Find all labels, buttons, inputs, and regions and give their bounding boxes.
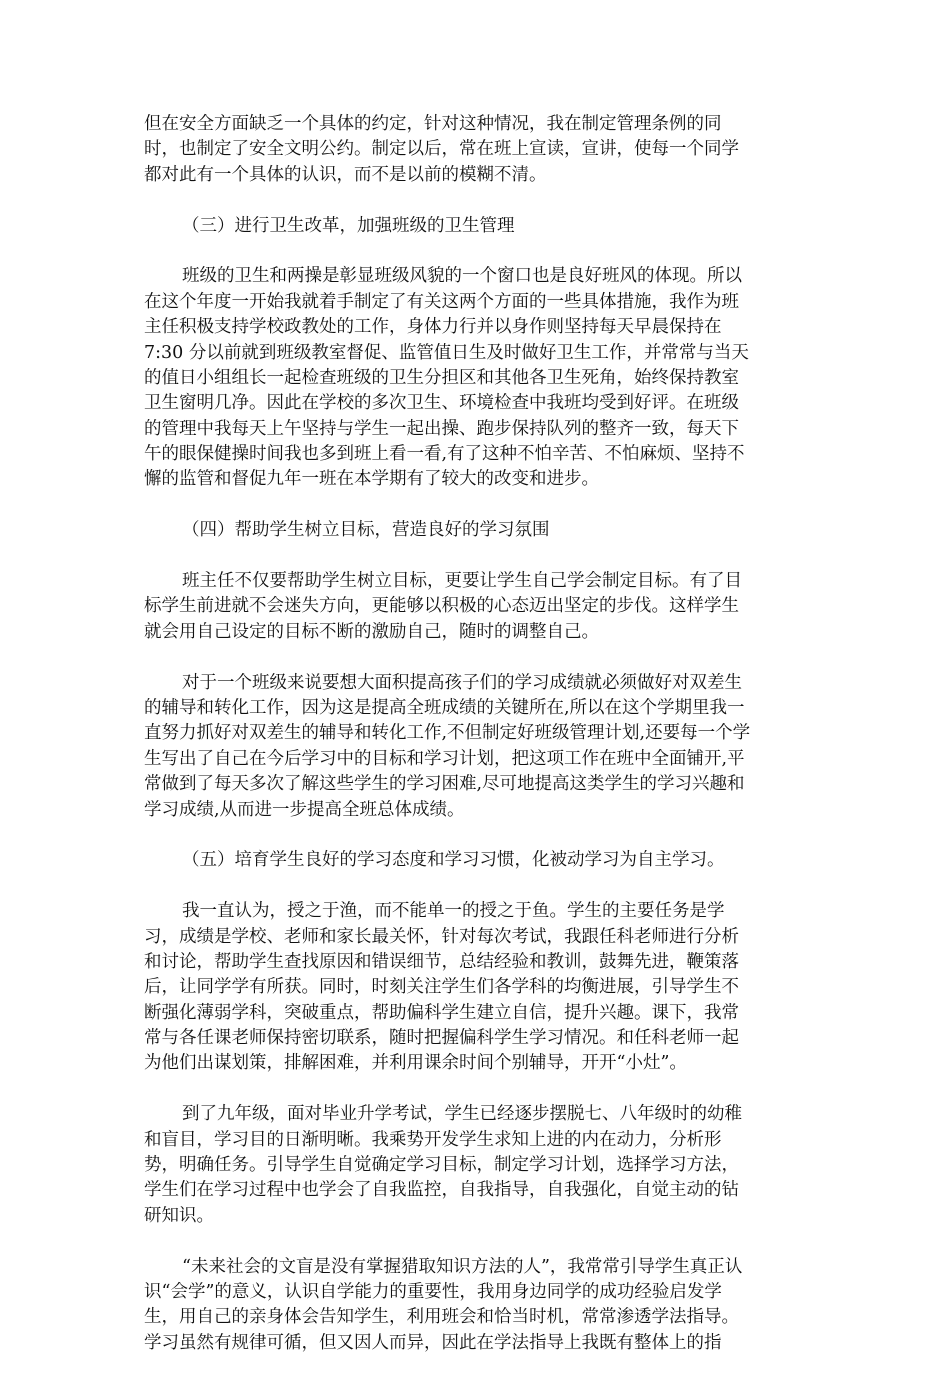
paragraph-2 <box>144 264 806 493</box>
paragraph-7 <box>144 1255 806 1357</box>
text-line: 对于一个班级来说要想大面积提高孩子们的学习成绩就必须做好对双差生 <box>182 672 742 693</box>
text-line: 卫生窗明几净。因此在学校的多次卫生、环境检查中我班均受到好评。在班级 <box>144 393 739 414</box>
paragraph-5 <box>144 899 806 1077</box>
text-line: 的辅导和转化工作，因为这是提高全班成绩的关键所在,所以在这个学期里我一 <box>144 697 745 718</box>
text-line: 就会用自己设定的目标不断的激励自己，随时的调整自己。 <box>144 621 599 642</box>
text-line: 学习虽然有规律可循，但又因人而异，因此在学法指导上我既有整体上的指 <box>144 1332 722 1353</box>
heading-text: （五）培育学生良好的学习态度和学习习惯，化被动学习为自主学习。 <box>182 850 725 871</box>
heading-text: （四）帮助学生树立目标，营造良好的学习氛围 <box>182 520 550 541</box>
text-line: 7:30 分以前就到班级教室督促、监管值日生及时做好卫生工作，并常常与当天 <box>144 342 749 363</box>
text-line: 常与各任课老师保持密切联系，随时把握偏科学生学习情况。和任科老师一起 <box>144 1028 739 1049</box>
text-line: 生，用自己的亲身体会告知学生，利用班会和恰当时机，常常渗透学法指导。 <box>144 1307 739 1328</box>
text-line: 都对此有一个具体的认识，而不是以前的模糊不清。 <box>144 164 547 185</box>
text-line: 主任积极支持学校政教处的工作，身体力行并以身作则坚持每天早晨保持在 <box>144 317 722 338</box>
document-page <box>144 112 806 1382</box>
section-heading-3 <box>144 214 806 239</box>
text-line: 班主任不仅要帮助学生树立目标，更要让学生自己学会制定目标。有了目 <box>182 571 742 592</box>
text-line: 研知识。 <box>144 1205 214 1226</box>
heading-text: （三）进行卫生改革，加强班级的卫生管理 <box>182 215 515 236</box>
text-line: 午的眼保健操时间我也多到班上看一看,有了这种不怕辛苦、不怕麻烦、坚持不 <box>144 444 745 465</box>
text-line: 断强化薄弱学科，突破重点，帮助偏科学生建立自信，提升兴趣。课下，我常 <box>144 1002 739 1023</box>
text-line: 但在安全方面缺乏一个具体的约定，针对这种情况，我在制定管理条例的同 <box>144 114 722 134</box>
text-line: 班级的卫生和两操是彰显班级风貌的一个窗口也是良好班风的体现。所以 <box>182 266 742 287</box>
text-line: 后，让同学学有所获。同时，时刻关注学生们各学科的均衡进展，引导学生不 <box>144 977 739 998</box>
paragraph-1 <box>144 112 806 188</box>
text-line: 的管理中我每天上午坚持与学生一起出操、跑步保持队列的整齐一致，每天下 <box>144 418 739 439</box>
text-line: 标学生前进就不会迷失方向，更能够以积极的心态迈出坚定的步伐。这样学生 <box>144 596 739 617</box>
paragraph-6 <box>144 1102 806 1229</box>
text-line: 识“会学”的意义，认识自学能力的重要性，我用身边同学的成功经验启发学 <box>144 1281 722 1302</box>
paragraph-3 <box>144 569 806 645</box>
section-heading-5 <box>144 848 806 873</box>
text-line: 时，也制定了安全文明公约。制定以后，常在班上宣读，宣讲，使每一个同学 <box>144 139 739 160</box>
text-line: 直努力抓好对双差生的辅导和转化工作,不但制定好班级管理计划,还要每一个学 <box>144 723 751 744</box>
text-line: 生写出了自己在今后学习中的目标和学习计划，把这项工作在班中全面铺开,平 <box>144 748 745 769</box>
text-line: 常做到了每天多次了解这些学生的学习困难,尽可地提高这类学生的学习兴趣和 <box>144 774 745 795</box>
text-line: 懈的监管和督促九年一班在本学期有了较大的改变和进步。 <box>144 469 599 490</box>
section-heading-4 <box>144 518 806 543</box>
text-line: 在这个年度一开始我就着手制定了有关这两个方面的一些具体措施，我作为班 <box>144 291 739 312</box>
text-line: 我一直认为，授之于渔，而不能单一的授之于鱼。学生的主要任务是学 <box>182 901 725 922</box>
text-line: 到了九年级，面对毕业升学考试，学生已经逐步摆脱七、八年级时的幼稚 <box>182 1104 742 1125</box>
text-line: 学生们在学习过程中也学会了自我监控，自我指导，自我强化，自觉主动的钻 <box>144 1180 739 1201</box>
text-line: 的值日小组组长一起检查班级的卫生分担区和其他各卫生死角，始终保持教室 <box>144 367 739 388</box>
text-line: 为他们出谋划策，排解困难，并利用课余时间个别辅导，开开“小灶”。 <box>144 1053 687 1074</box>
paragraph-4 <box>144 671 806 823</box>
text-line: “未来社会的文盲是没有掌握猎取知识方法的人”，我常常引导学生真正认 <box>182 1256 743 1277</box>
text-line: 习，成绩是学校、老师和家长最关怀，针对每次考试，我跟任科老师进行分析 <box>144 926 739 947</box>
text-line: 和盲目，学习目的日渐明晰。我乘势开发学生求知上进的内在动力，分析形 <box>144 1129 722 1150</box>
text-line: 和讨论，帮助学生查找原因和错误细节，总结经验和教训，鼓舞先进，鞭策落 <box>144 951 739 972</box>
text-line: 学习成绩,从而进一步提高全班总体成绩。 <box>144 799 465 820</box>
text-line: 势，明确任务。引导学生自觉确定学习目标，制定学习计划，选择学习方法， <box>144 1155 739 1176</box>
